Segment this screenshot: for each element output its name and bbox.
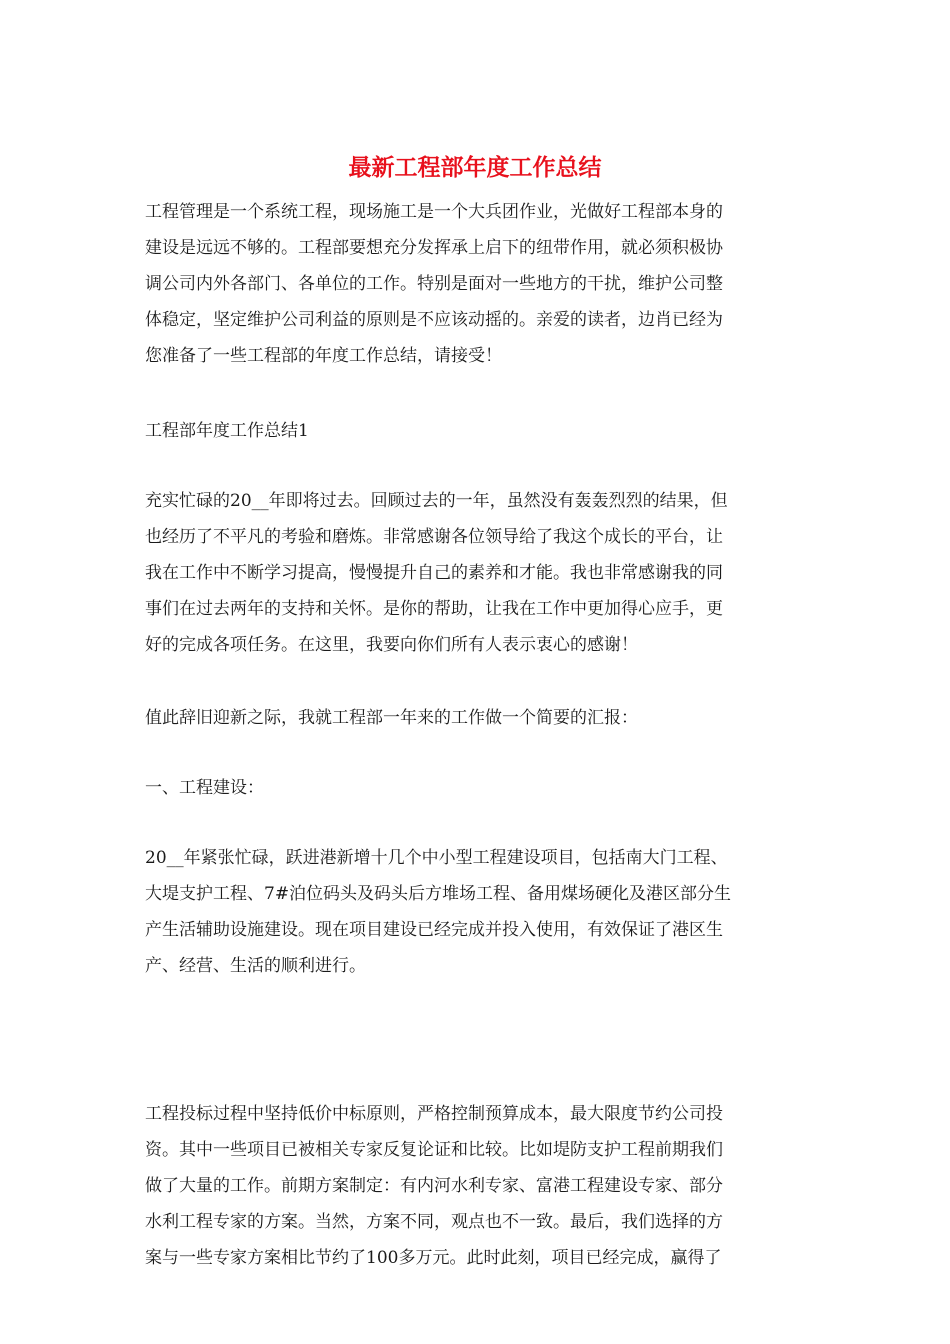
text-line: 工程部年度工作总结1 xyxy=(145,421,309,441)
text-line: 水利工程专家的方案。当然，方案不同，观点也不一致。最后，我们选择的方 xyxy=(145,1212,723,1232)
paragraph-thanks xyxy=(145,483,805,663)
text-line: 值此辞旧迎新之际，我就工程部一年来的工作做一个简要的汇报： xyxy=(145,708,638,728)
paragraph-projects xyxy=(145,840,805,984)
paragraph-intro xyxy=(145,194,805,374)
text-line: 一、工程建设： xyxy=(145,778,264,798)
document-title: 最新工程部年度工作总结 xyxy=(348,154,602,181)
text-line: 20__年紧张忙碌，跃进港新增十几个中小型工程建设项目，包括南大门工程、 xyxy=(145,848,728,868)
paragraph-report-intro xyxy=(145,700,805,736)
section-heading-summary-1 xyxy=(145,413,805,449)
text-line: 大堤支护工程、7#泊位码头及码头后方堆场工程、备用煤场硬化及港区部分生 xyxy=(145,884,732,904)
text-line: 做了大量的工作。前期方案制定：有内河水利专家、富港工程建设专家、部分 xyxy=(145,1176,723,1196)
text-line: 工程投标过程中坚持低价中标原则，严格控制预算成本，最大限度节约公司投 xyxy=(145,1104,723,1124)
text-line: 工程管理是一个系统工程，现场施工是一个大兵团作业，光做好工程部本身的 xyxy=(145,202,723,222)
text-line: 充实忙碌的20__年即将过去。回顾过去的一年，虽然没有轰轰烈烈的结果，但 xyxy=(145,491,728,511)
section-heading-engineering xyxy=(145,770,805,806)
text-line: 体稳定，坚定维护公司利益的原则是不应该动摇的。亲爱的读者，边肖已经为 xyxy=(145,310,723,330)
text-line: 产生活辅助设施建设。现在项目建设已经完成并投入使用，有效保证了港区生 xyxy=(145,920,723,940)
text-line: 您准备了一些工程部的年度工作总结，请接受！ xyxy=(145,346,502,366)
text-line: 产、经营、生活的顺利进行。 xyxy=(145,956,366,976)
text-line: 资。其中一些项目已被相关专家反复论证和比较。比如堤防支护工程前期我们 xyxy=(145,1140,723,1160)
text-line: 我在工作中不断学习提高，慢慢提升自己的素养和才能。我也非常感谢我的同 xyxy=(145,563,723,583)
paragraph-bidding xyxy=(145,1096,805,1276)
text-line: 好的完成各项任务。在这里，我要向你们所有人表示衷心的感谢！ xyxy=(145,635,638,655)
text-line: 调公司内外各部门、各单位的工作。特别是面对一些地方的干扰，维护公司整 xyxy=(145,274,723,294)
text-line: 案与一些专家方案相比节约了100多万元。此时此刻，项目已经完成，赢得了 xyxy=(145,1248,722,1268)
text-line: 事们在过去两年的支持和关怀。是你的帮助，让我在工作中更加得心应手，更 xyxy=(145,599,723,619)
text-line: 建设是远远不够的。工程部要想充分发挥承上启下的纽带作用，就必须积极协 xyxy=(145,238,723,258)
text-line: 也经历了不平凡的考验和磨炼。非常感谢各位领导给了我这个成长的平台，让 xyxy=(145,527,723,547)
